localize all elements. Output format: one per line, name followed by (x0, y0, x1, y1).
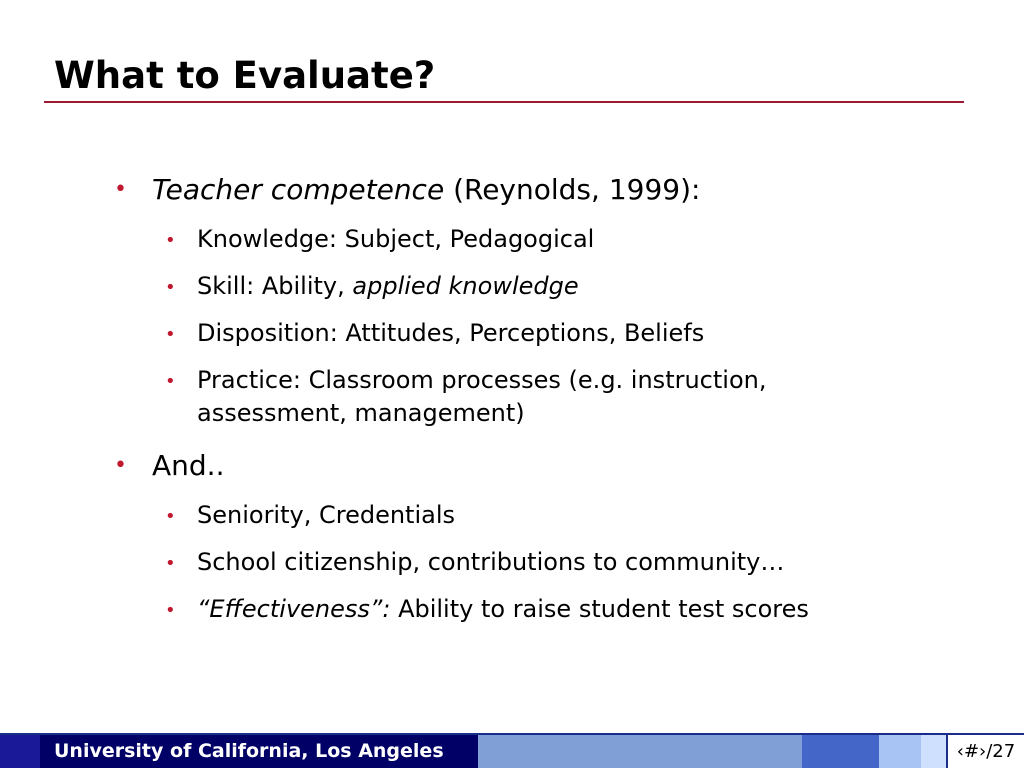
footer-block (921, 735, 946, 768)
footer-bar (0, 733, 1024, 768)
bullet-item (165, 546, 785, 579)
bullet-item (165, 270, 579, 303)
bullet-text: School citizenship, contributions to community… (197, 548, 785, 576)
bullet-icon: • (165, 600, 176, 621)
bullet-item (114, 173, 701, 207)
bullet-icon: • (114, 177, 127, 202)
bullet-text: applied knowledge (352, 272, 579, 300)
bullet-text: Knowledge: Subject, Pedagogical (197, 225, 595, 253)
bullet-icon: • (165, 230, 176, 251)
bullet-text: Practice: Classroom processes (e.g. instruction, (197, 366, 767, 394)
bullet-text: Ability to raise student test scores (390, 595, 809, 623)
footer-block (802, 735, 879, 768)
bullet-item (165, 593, 809, 626)
bullet-icon: • (165, 371, 176, 392)
bullet-icon: • (165, 553, 176, 574)
slide-title: What to Evaluate? (54, 54, 436, 97)
bullet-text: And.. (152, 449, 225, 482)
footer-block-left (0, 735, 40, 768)
bullet-item (165, 223, 595, 256)
bullet-text: (Reynolds, 1999): (444, 173, 701, 206)
bullet-item (165, 317, 705, 350)
bullet-item (114, 449, 225, 483)
bullet-text: Teacher competence (152, 173, 445, 206)
bullet-icon: • (165, 277, 176, 298)
page-number: ‹#›/27 (946, 735, 1024, 768)
bullet-text: Skill: Ability, (197, 272, 353, 300)
bullet-text: assessment, management) (197, 399, 525, 427)
bullet-text: Seniority, Credentials (197, 501, 455, 529)
bullet-text: Disposition: Attitudes, Perceptions, Beliefs (197, 319, 705, 347)
bullet-icon: • (114, 453, 127, 478)
footer-block (879, 735, 921, 768)
footer-block (478, 735, 802, 768)
institution-label: University of California, Los Angeles (40, 735, 478, 768)
bullet-icon: • (165, 506, 176, 527)
bullet-continuation (197, 397, 525, 430)
bullet-text: “Effectiveness”: (197, 595, 391, 623)
title-divider (44, 101, 964, 103)
bullet-icon: • (165, 324, 176, 345)
bullet-item (165, 364, 767, 397)
bullet-item (165, 499, 455, 532)
